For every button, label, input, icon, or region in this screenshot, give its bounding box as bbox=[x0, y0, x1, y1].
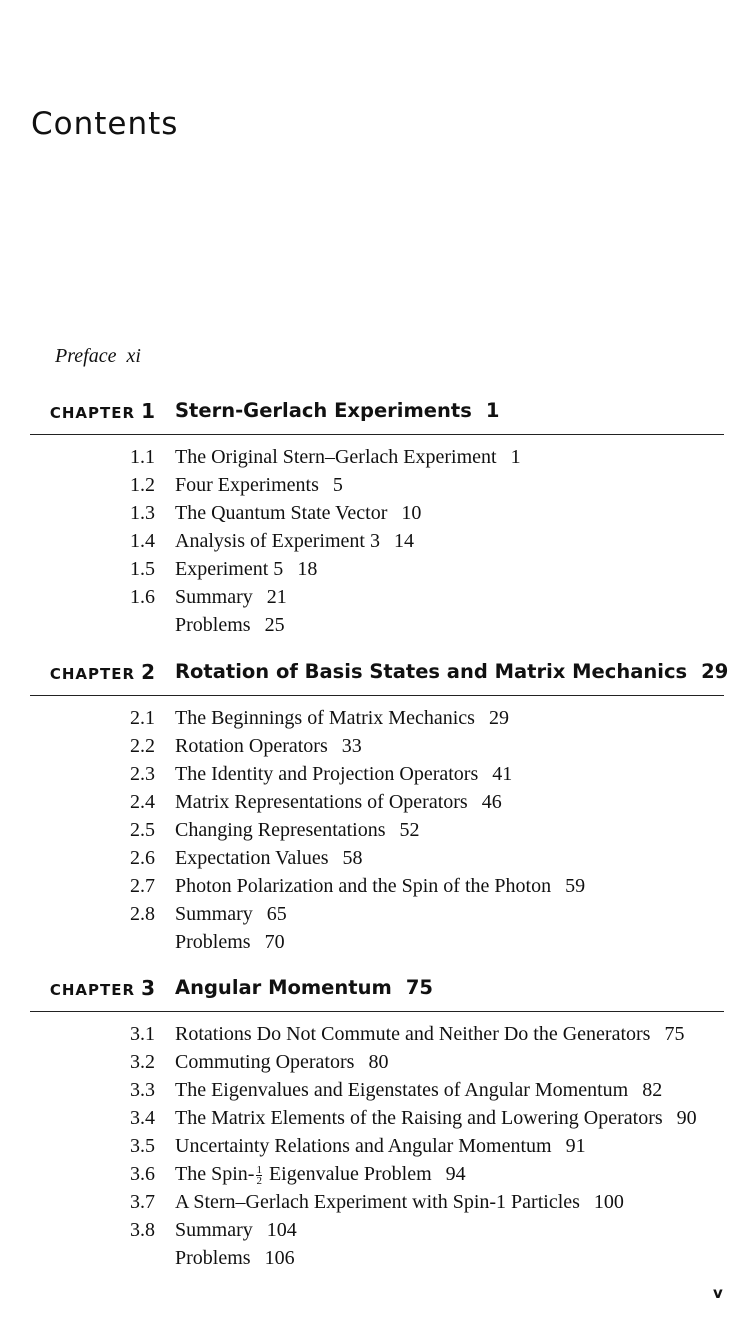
chapter-word: CHAPTER bbox=[49, 404, 136, 422]
chapter-heading bbox=[0, 973, 755, 1003]
section-title-text: Uncertainty Relations and Angular Momentum bbox=[175, 1135, 552, 1157]
chapter-number: 2 bbox=[141, 660, 155, 684]
section-title bbox=[175, 1132, 586, 1160]
chapter-rule bbox=[30, 1011, 724, 1012]
section-title-text: Matrix Representations of Operators bbox=[175, 791, 468, 813]
section-number: 3.8 bbox=[130, 1219, 155, 1241]
section-number: 1.5 bbox=[130, 558, 155, 580]
chapter-title bbox=[175, 973, 433, 1003]
chapter-section bbox=[0, 396, 755, 636]
section-title-text: Rotation Operators bbox=[175, 735, 328, 757]
chapter-number: 1 bbox=[141, 399, 155, 423]
chapter-word: CHAPTER bbox=[49, 665, 136, 683]
section-page: 25 bbox=[264, 614, 285, 636]
chapter-label bbox=[50, 657, 155, 689]
chapter-page: 75 bbox=[405, 976, 433, 999]
section-title-rest: Eigenvalue Problem bbox=[263, 1163, 432, 1185]
section-title bbox=[175, 1244, 295, 1272]
section-page: 21 bbox=[266, 586, 287, 608]
section-title bbox=[175, 732, 362, 760]
page-number: v bbox=[713, 1284, 723, 1302]
section-title-text: The Identity and Projection Operators bbox=[175, 763, 479, 785]
section-page: 18 bbox=[297, 558, 318, 580]
section-number: 2.2 bbox=[130, 735, 155, 757]
section-title-text: Summary bbox=[175, 903, 253, 925]
section-title-text: Expectation Values bbox=[175, 847, 329, 869]
section-number: 3.4 bbox=[130, 1107, 155, 1129]
section-page: 75 bbox=[664, 1023, 685, 1045]
section-title bbox=[175, 928, 285, 956]
chapter-title bbox=[175, 396, 499, 426]
section-title bbox=[175, 611, 285, 639]
section-page: 106 bbox=[264, 1247, 295, 1269]
fraction-denominator: 2 bbox=[256, 1174, 262, 1187]
toc-preface bbox=[55, 345, 141, 368]
section-title-text: Problems bbox=[175, 614, 251, 636]
section-title bbox=[175, 1048, 388, 1076]
fraction-numerator: 1 bbox=[256, 1163, 262, 1176]
section-page: 91 bbox=[565, 1135, 586, 1157]
chapter-heading bbox=[0, 657, 755, 687]
section-title bbox=[175, 900, 287, 928]
section-title bbox=[175, 704, 509, 732]
section-page: 82 bbox=[642, 1079, 663, 1101]
section-page: 46 bbox=[481, 791, 502, 813]
section-title-text: Changing Representations bbox=[175, 819, 386, 841]
section-number: 1.1 bbox=[130, 446, 155, 468]
section-title bbox=[175, 1104, 697, 1132]
chapter-page: 29 bbox=[701, 660, 729, 683]
section-page: 100 bbox=[593, 1191, 624, 1213]
chapter-section bbox=[0, 973, 755, 1269]
section-title-text: Commuting Operators bbox=[175, 1051, 355, 1073]
section-page: 65 bbox=[266, 903, 287, 925]
chapter-word: CHAPTER bbox=[49, 981, 136, 999]
section-number: 2.6 bbox=[130, 847, 155, 869]
section-title bbox=[175, 555, 317, 583]
section-page: 94 bbox=[445, 1163, 466, 1185]
section-title bbox=[175, 527, 414, 555]
section-number: 2.4 bbox=[130, 791, 155, 813]
chapter-label bbox=[50, 973, 155, 1005]
section-number: 2.3 bbox=[130, 763, 155, 785]
section-title-text: Summary bbox=[175, 1219, 253, 1241]
section-title bbox=[175, 1076, 662, 1104]
section-page: 104 bbox=[266, 1219, 297, 1241]
section-page: 58 bbox=[342, 847, 363, 869]
section-title-text: The Beginnings of Matrix Mechanics bbox=[175, 707, 475, 729]
section-page: 29 bbox=[488, 707, 509, 729]
section-page: 5 bbox=[332, 474, 343, 496]
section-number: 2.7 bbox=[130, 875, 155, 897]
section-title-text: Summary bbox=[175, 586, 253, 608]
section-title-text: The Original Stern–Gerlach Experiment bbox=[175, 446, 497, 468]
section-number: 3.5 bbox=[130, 1135, 155, 1157]
section-page: 52 bbox=[399, 819, 420, 841]
section-title bbox=[175, 443, 521, 471]
section-number: 3.1 bbox=[130, 1023, 155, 1045]
section-title-text: Four Experiments bbox=[175, 474, 319, 496]
section-title-text: Photon Polarization and the Spin of the Photon bbox=[175, 875, 552, 897]
section-title bbox=[175, 844, 362, 872]
chapter-label bbox=[50, 396, 155, 428]
section-page: 90 bbox=[676, 1107, 697, 1129]
section-number: 3.6 bbox=[130, 1163, 155, 1185]
section-number: 1.4 bbox=[130, 530, 155, 552]
fraction bbox=[256, 1165, 262, 1186]
chapter-title-text: Angular Momentum bbox=[175, 976, 392, 999]
section-number: 2.5 bbox=[130, 819, 155, 841]
chapter-number: 3 bbox=[141, 976, 155, 1000]
section-title bbox=[175, 872, 585, 900]
chapter-rule bbox=[30, 695, 724, 696]
section-page: 1 bbox=[510, 446, 521, 468]
section-title-text: Problems bbox=[175, 1247, 251, 1269]
preface-label: Preface bbox=[55, 345, 117, 367]
section-title-text: The Eigenvalues and Eigenstates of Angular Momentum bbox=[175, 1079, 629, 1101]
section-number: 1.3 bbox=[130, 502, 155, 524]
chapter-rule bbox=[30, 434, 724, 435]
section-number: 3.7 bbox=[130, 1191, 155, 1213]
section-title bbox=[175, 1020, 684, 1048]
section-title-text: A Stern–Gerlach Experiment with Spin-1 Particles bbox=[175, 1191, 580, 1213]
page-title: Contents bbox=[31, 106, 179, 142]
section-title bbox=[175, 816, 420, 844]
section-number: 2.1 bbox=[130, 707, 155, 729]
section-title-text: The Spin- bbox=[175, 1163, 255, 1185]
section-title bbox=[175, 1160, 466, 1188]
section-page: 14 bbox=[393, 530, 414, 552]
section-number: 1.6 bbox=[130, 586, 155, 608]
section-page: 70 bbox=[264, 931, 285, 953]
chapter-title bbox=[175, 657, 728, 687]
section-title bbox=[175, 788, 502, 816]
section-page: 59 bbox=[565, 875, 586, 897]
section-number: 3.2 bbox=[130, 1051, 155, 1073]
section-number: 3.3 bbox=[130, 1079, 155, 1101]
section-page: 10 bbox=[401, 502, 422, 524]
section-title bbox=[175, 760, 512, 788]
section-page: 33 bbox=[341, 735, 362, 757]
section-title-text: Problems bbox=[175, 931, 251, 953]
section-title-text: Experiment 5 bbox=[175, 558, 284, 580]
section-title bbox=[175, 471, 343, 499]
section-number: 1.2 bbox=[130, 474, 155, 496]
section-title-text: Rotations Do Not Commute and Neither Do the Generators bbox=[175, 1023, 651, 1045]
section-page: 41 bbox=[492, 763, 513, 785]
section-page: 80 bbox=[368, 1051, 389, 1073]
section-title-text: The Quantum State Vector bbox=[175, 502, 388, 524]
section-title-text: Analysis of Experiment 3 bbox=[175, 530, 380, 552]
section-title bbox=[175, 499, 421, 527]
section-title bbox=[175, 1188, 624, 1216]
preface-page: xi bbox=[126, 345, 141, 367]
section-title bbox=[175, 583, 287, 611]
section-title bbox=[175, 1216, 297, 1244]
chapter-heading bbox=[0, 396, 755, 426]
section-number: 2.8 bbox=[130, 903, 155, 925]
chapter-title-text: Rotation of Basis States and Matrix Mechanics bbox=[175, 660, 688, 683]
chapter-title-text: Stern-Gerlach Experiments bbox=[175, 399, 472, 422]
chapter-page: 1 bbox=[485, 399, 500, 422]
section-title-text: The Matrix Elements of the Raising and Lowering Operators bbox=[175, 1107, 663, 1129]
chapter-section bbox=[0, 657, 755, 953]
